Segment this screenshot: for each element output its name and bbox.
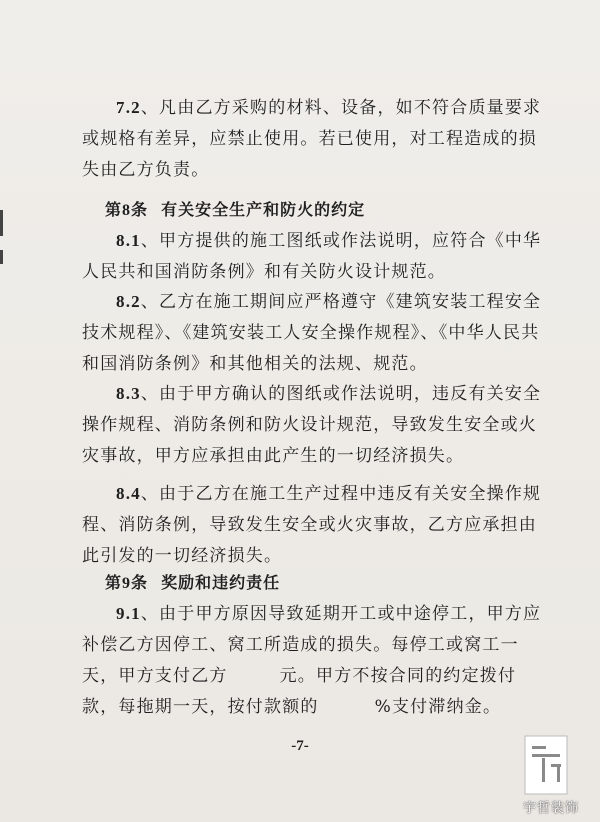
clause-7-2 [82, 92, 552, 186]
page-number: -7- [291, 738, 309, 754]
clause-text: %支付滞纳金。 [374, 697, 502, 717]
watermark-text: 宇哲装饰 [522, 801, 579, 816]
binding-mark [0, 210, 3, 236]
article-9-heading [105, 572, 280, 595]
clause-number: 8.4 [116, 484, 141, 503]
clause-8-4 [82, 478, 552, 572]
clause-text: 、凡由乙方采购的材料、设备，如不符合质量要求或规格有差异，应禁止使用。若已使用，对工程造成的损失由乙方负责。 [82, 98, 542, 180]
clause-number: 8.3 [116, 384, 141, 403]
article-number: 第8条 [105, 202, 149, 219]
article-title: 奖励和违约责任 [161, 573, 281, 592]
clause-number: 8.2 [116, 292, 141, 311]
clause-text: 、由于甲方原因导致延期开工或中途停工，甲方应补偿乙方因停工、窝工所造成的损失。每停工或窝工一天，甲方支付乙方 [82, 604, 542, 686]
binding-mark [0, 250, 3, 264]
article-title: 有关安全生产和防火的约定 [161, 200, 366, 219]
article-8-heading [105, 199, 365, 222]
clause-8-2 [82, 286, 552, 380]
clause-number: 8.1 [116, 231, 141, 250]
clause-text: 元。甲方不按合同的约定拨付款，每拖期一天，按付款额的 [82, 666, 517, 717]
clause-9-1 [82, 598, 552, 723]
clause-number: 9.1 [116, 604, 141, 623]
article-number: 第9条 [105, 575, 149, 592]
clause-number: 7.2 [116, 98, 141, 117]
clause-text: 、甲方提供的施工图纸或作法说明，应符合《中华人民共和国消防条例》和有关防火设计规范。 [82, 231, 542, 282]
clause-8-1 [82, 225, 552, 288]
clause-text: 、由于甲方确认的图纸或作法说明，违反有关安全操作规程、消防条例和防火设计规范，导致发生安全或火灾事故，甲方应承担由此产生的一切经济损失。 [82, 384, 542, 466]
clause-8-3 [82, 378, 552, 472]
clause-text: 、乙方在施工期间应严格遵守《建筑安装工程安全技术规程》、《建筑安装工人安全操作规程》、《中华人民共和国消防条例》和其他相关的法规、规范。 [82, 292, 542, 374]
clause-text: 、由于乙方在施工生产过程中违反有关安全操作规程、消防条例，导致发生安全或火灾事故，乙方应承担由此引发的一切经济损失。 [82, 484, 542, 566]
